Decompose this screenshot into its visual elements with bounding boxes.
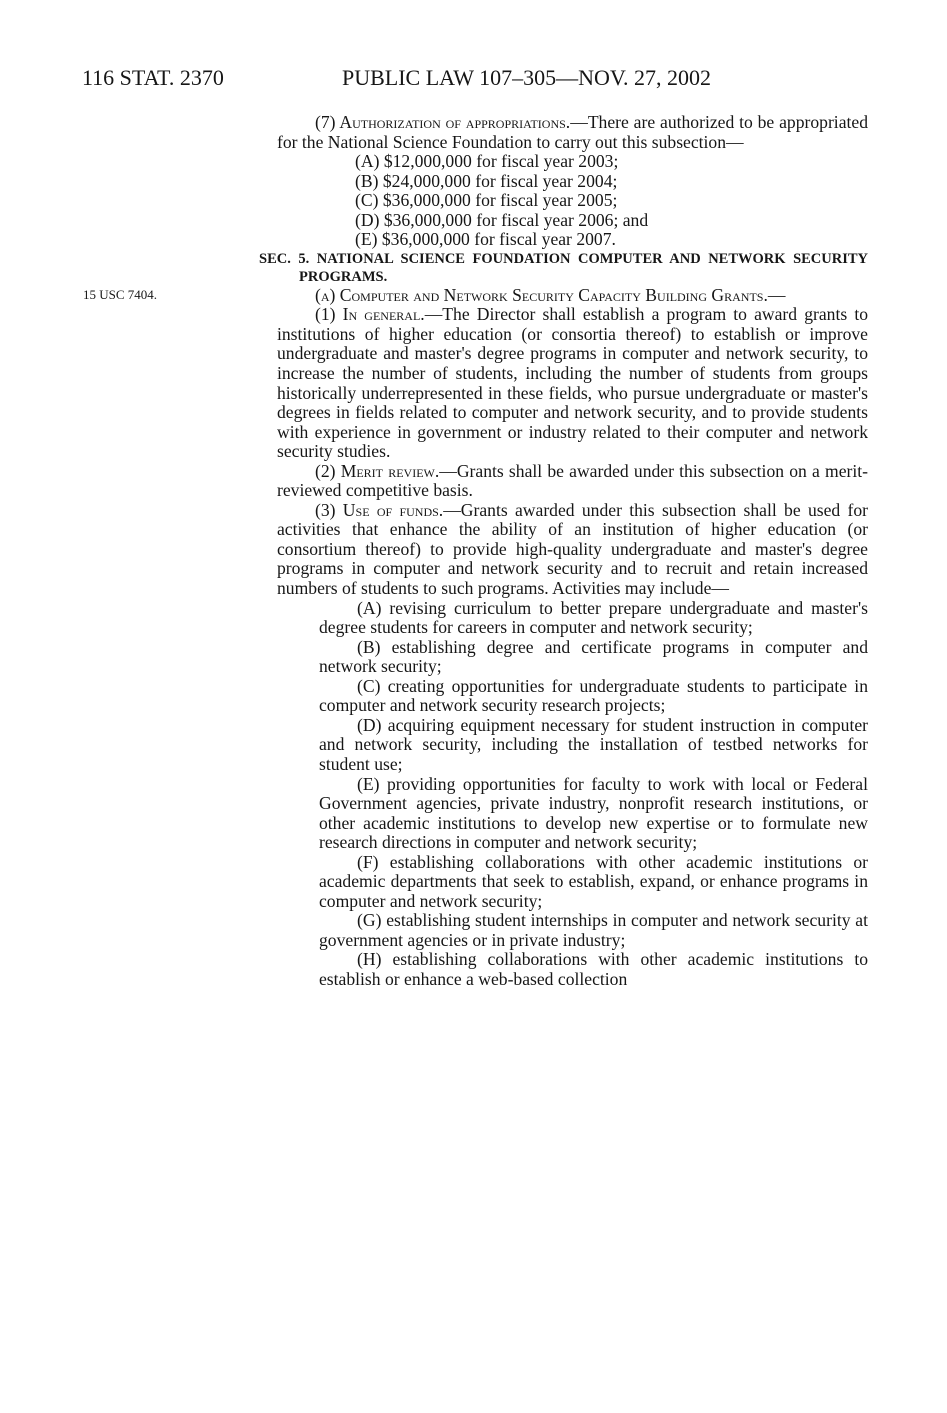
section-heading <box>237 250 868 286</box>
list-item: (A) revising curriculum to better prepare undergraduate and master's degree students for careers in computer and network security; <box>319 597 868 638</box>
paragraph-authorization <box>277 113 868 152</box>
paragraph-text: —There are authorized to be appropriated for the National Science Foundation to carry out this subsection— <box>277 112 868 152</box>
appropriations-list <box>277 152 868 250</box>
section-number: SEC. 5. <box>259 250 310 267</box>
public-law-title: PUBLIC LAW 107–305—NOV. 27, 2002 <box>342 65 711 90</box>
list-item: (H) establishing collaborations with other academic institutions to establish or enhance a web-based collection <box>319 949 868 989</box>
subsection-heading: (a) Computer and Network Security Capacity Building Grants.— <box>315 284 786 305</box>
list-item: (C) creating opportunities for undergraduate students to participate in computer and network security research projects; <box>319 675 868 716</box>
list-item: (D) $36,000,000 for fiscal year 2006; and <box>355 209 649 230</box>
page-header <box>82 62 782 94</box>
paragraph-merit-review <box>277 462 868 501</box>
section-title <box>237 250 868 286</box>
paragraph-text: —Grants shall be awarded under this subsection on a merit-reviewed competitive basis. <box>277 460 868 501</box>
statute-page-number: 116 STAT. 2370 <box>82 65 224 90</box>
paragraph-heading: (7) Authorization of appropriations. <box>315 112 571 132</box>
list-item: (G) establishing student internships in computer and network security at government agencies or in private industry; <box>319 910 868 950</box>
paragraph-text: —Grants awarded under this subsection shall be used for activities that enhance the ability of an institution of higher education (or consortium thereof) to provide high-quality undergraduate and master's degree programs in computer and network security and to recruit and retain increased numbers of students to such programs. Activities may include— <box>277 499 868 599</box>
body-text <box>259 112 869 990</box>
paragraph-heading: (1) In general. <box>315 304 425 325</box>
list-item: (A) $12,000,000 for fiscal year 2003; <box>355 151 619 172</box>
usc-margin-note: 15 USC 7404. <box>83 287 158 302</box>
paragraph-heading: (3) Use of funds. <box>315 499 444 520</box>
paragraph-use-of-funds <box>277 501 868 599</box>
activities-list <box>277 599 868 990</box>
list-item: (B) establishing degree and certificate programs in computer and network security; <box>319 636 868 677</box>
list-item: (F) establishing collaborations with other academic institutions or academic departments that seek to establish, expand, or enhance programs in computer and network security; <box>319 851 868 911</box>
list-item: (D) acquiring equipment necessary for student instruction in computer and network security, including the installation of testbed networks for student use; <box>319 714 868 774</box>
paragraph-text: —The Director shall establish a program to award grants to institutions of higher education (or consortia thereof) to establish or improve undergraduate and master's degree programs in computer and network security, to increase the number of students, including the number of students from groups historically underrepresented in these fields, who pursue undergraduate or master's degrees in fields related to computer and network security, and to provide students with experience in government or industry related to their computer and network security studies. <box>277 304 869 462</box>
list-item: (B) $24,000,000 for fiscal year 2004; <box>355 170 618 191</box>
paragraph-heading: (2) Merit review. <box>315 460 440 481</box>
list-item: (C) $36,000,000 for fiscal year 2005; <box>355 190 618 211</box>
list-item: (E) providing opportunities for faculty to work with local or Federal Government agencies, private industry, nonprofit research institutions, or other academic institutions to develop new expertise or to formulate new research directions in computer and network security; <box>319 773 868 853</box>
list-item: (E) $36,000,000 for fiscal year 2007. <box>355 229 616 250</box>
paragraph-general <box>277 305 868 461</box>
section-name: NATIONAL SCIENCE FOUNDATION COMPUTER AND NETWORK SECURITY PROGRAMS. <box>299 250 868 285</box>
